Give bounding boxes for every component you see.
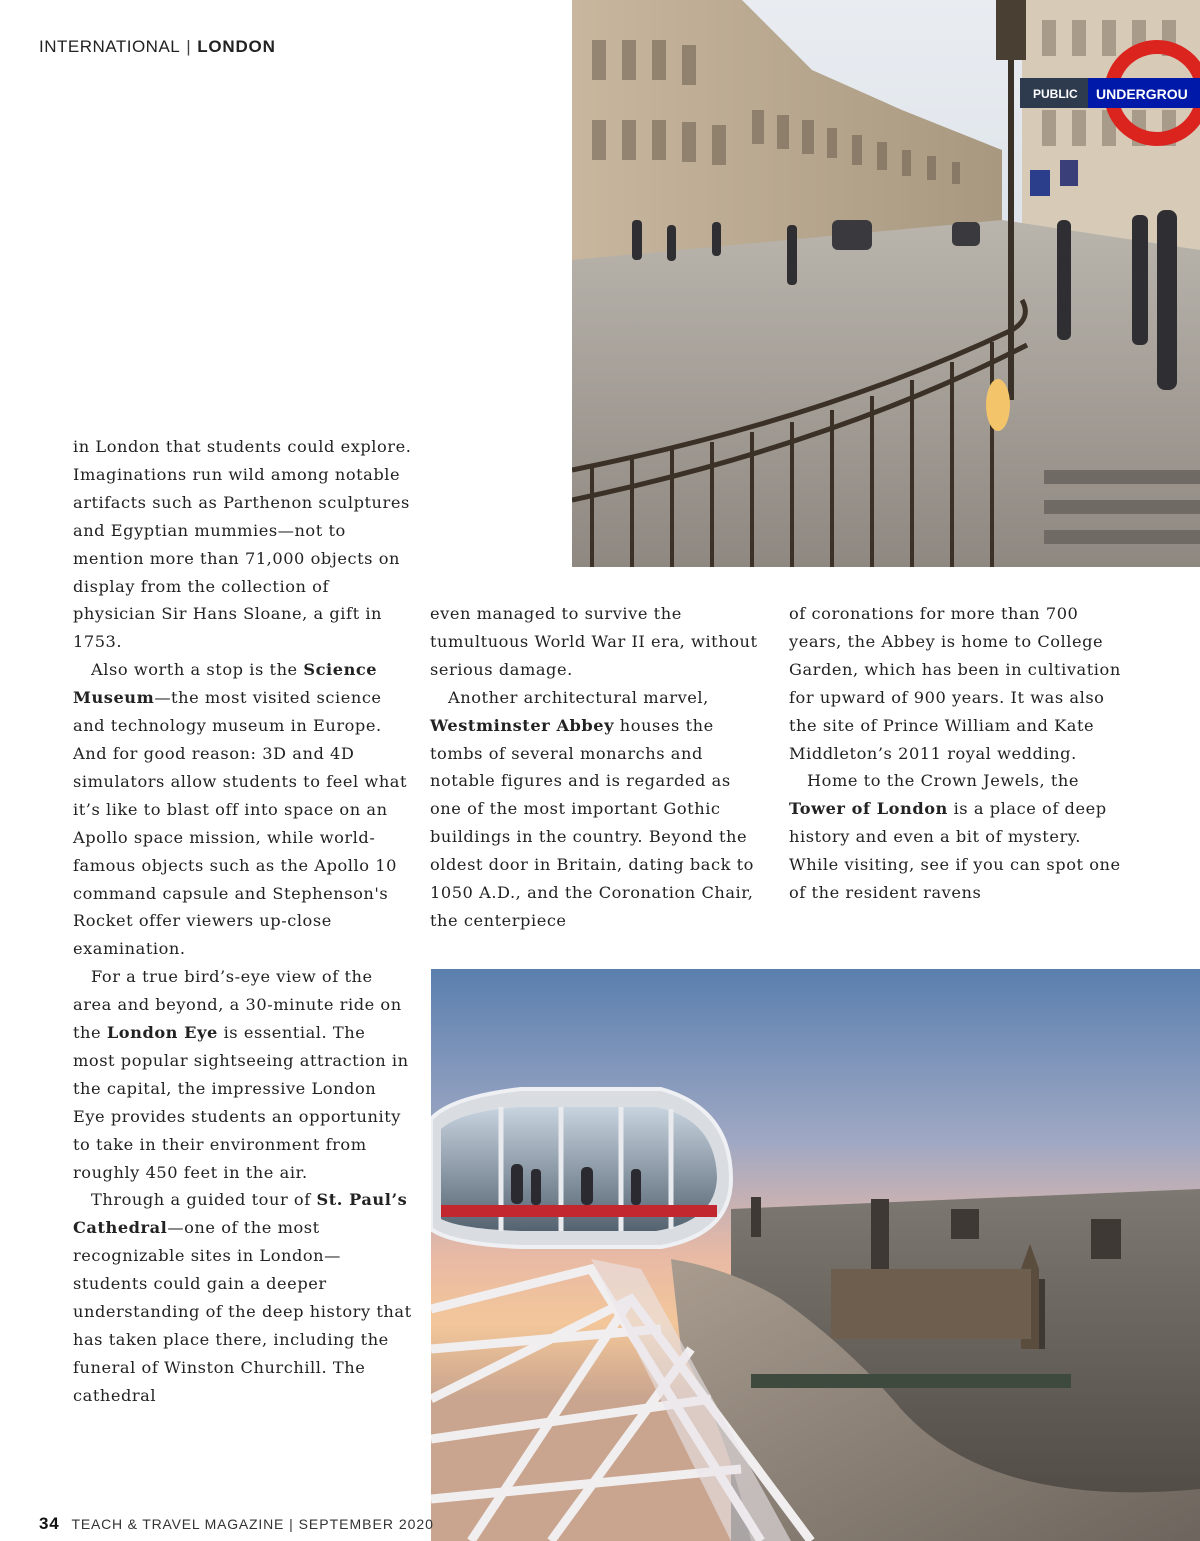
col3-p2-text: Home to the Crown Jewels, the bbox=[807, 771, 1080, 791]
col3-paragraph-1: of coronations for more than 700 years, the Abbey is home to College Garden, which has been in cultivation for upward of 900 years. It was also the site of Prince William and Kate Middleton’s 2011 royal wedding. bbox=[789, 604, 1121, 763]
text-column-2 bbox=[430, 600, 760, 935]
col1-paragraph-1: in London that students could explore. Imaginations run wild among notable artifacts such as Parthenon sculptures and Egyptian mummies—not to mention more than 71,000 objects on display from the collection of physician Sir Hans Sloane, a gift in 1753. bbox=[73, 437, 412, 652]
running-head-separator: | bbox=[186, 37, 192, 56]
sign-underground-text: UNDERGROU bbox=[1096, 86, 1188, 102]
col1-p3-text-rest: is essential. The most popular sightseeing attraction in the capital, the impressive London Eye provides students an opportunity to take in their environment from roughly 450 feet in the air. bbox=[73, 1023, 409, 1182]
page-number: 34 bbox=[39, 1514, 60, 1533]
col1-p2-text-rest: —the most visited science and technology museum in Europe. And for good reason: 3D and 4D simulators allow students to feel what it’s like to blast off into space on an Apollo space mission, while world-famous objects such as the Apollo 10 command capsule and Stephenson's Rocket offer viewers up-close examination. bbox=[73, 688, 408, 959]
col1-p3-text: For a true bird’s-eye view of the area and beyond, a 30-minute ride on the bbox=[73, 967, 402, 1043]
regent-street-photo bbox=[572, 0, 1200, 567]
col2-paragraph-2 bbox=[430, 684, 760, 935]
text-column-3 bbox=[789, 600, 1129, 907]
london-eye-name: London Eye bbox=[106, 1023, 218, 1043]
page-footer bbox=[39, 1514, 434, 1534]
col1-paragraph-4 bbox=[73, 1186, 413, 1409]
magazine-name: TEACH & TRAVEL MAGAZINE bbox=[71, 1516, 285, 1532]
col3-paragraph-2 bbox=[789, 767, 1129, 907]
col2-p2-text: Another architectural marvel, bbox=[448, 687, 709, 707]
col1-paragraph-3 bbox=[73, 963, 413, 1186]
london-eye-illustration bbox=[431, 969, 1200, 1541]
col1-p4-text-rest: —one of the most recognizable sites in London—students could gain a deeper understanding of the deep history that has taken place there, including the funeral of Winston Churchill. The cathedral bbox=[73, 1218, 412, 1405]
text-column-1 bbox=[73, 433, 413, 1410]
london-eye-photo bbox=[431, 969, 1200, 1541]
col2-p2-text-rest: houses the tombs of several monarchs and notable figures and is regarded as one of the most important Gothic buildings in the country. Beyond the oldest door in Britain, dating back to 1050 A.D., and the Coronation Chair, the centerpiece bbox=[430, 715, 754, 930]
col2-paragraph-1: even managed to survive the tumultuous World War II era, without serious damage. bbox=[430, 604, 758, 679]
tower-of-london-name: Tower of London bbox=[789, 799, 948, 819]
issue-date: SEPTEMBER 2020 bbox=[298, 1516, 434, 1532]
science-museum-name: Science Museum bbox=[73, 660, 378, 708]
westminster-abbey-name: Westminster Abbey bbox=[430, 715, 615, 735]
regent-street-illustration bbox=[572, 0, 1200, 567]
col1-paragraph-2 bbox=[73, 656, 413, 963]
sign-public-text: PUBLIC bbox=[1033, 87, 1078, 101]
col3-p2-text-rest: is a place of deep history and even a bit of mystery. While visiting, see if you can spot one of the resident ravens bbox=[789, 799, 1121, 903]
st-pauls-name: St. Paul’s Cathedral bbox=[73, 1190, 408, 1238]
col1-p2-text: Also worth a stop is the bbox=[91, 660, 304, 680]
running-head bbox=[39, 37, 276, 57]
col1-p4-text: Through a guided tour of bbox=[91, 1190, 317, 1210]
running-head-section: INTERNATIONAL bbox=[39, 37, 181, 56]
running-head-city: LONDON bbox=[197, 37, 276, 56]
footer-separator: | bbox=[289, 1516, 294, 1532]
